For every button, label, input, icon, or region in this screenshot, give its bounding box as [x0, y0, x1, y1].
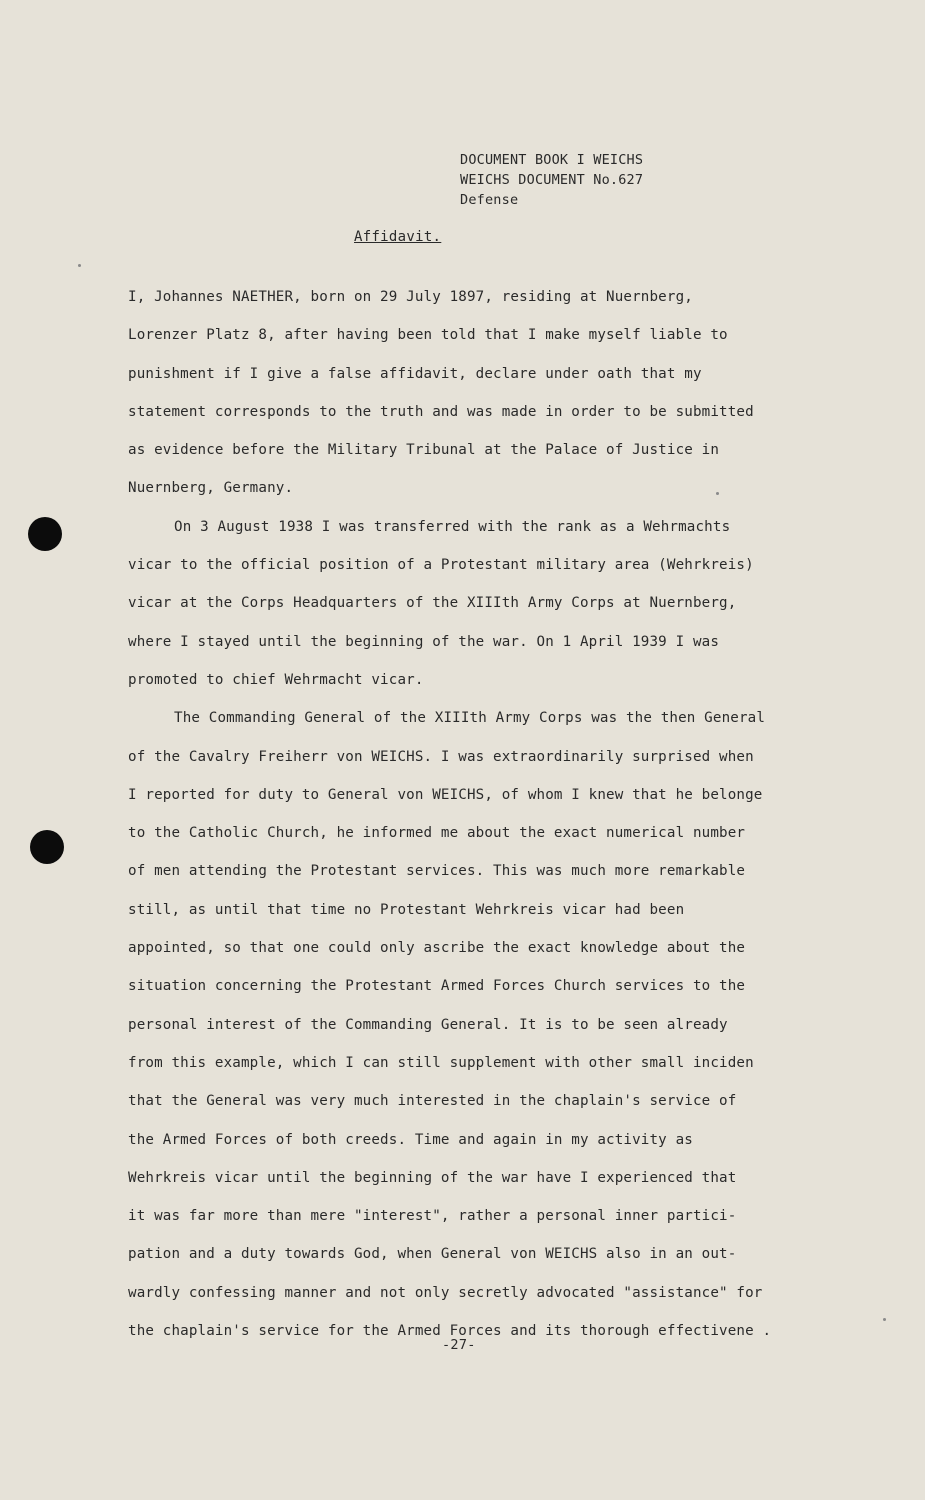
- text-line: The Commanding General of the XIIIth Army Corps was the then General: [174, 710, 766, 727]
- text-line: still, as until that time no Protestant Wehrkreis vicar had been: [128, 901, 685, 918]
- header-line-party: Defense: [460, 192, 519, 208]
- text-line: Wehrkreis vicar until the beginning of the war have I experienced that: [128, 1169, 737, 1186]
- punch-hole: [28, 517, 62, 551]
- text-line: vicar to the official position of a Protestant military area (Wehrkreis): [128, 557, 754, 574]
- header-line-book: DOCUMENT BOOK I WEICHS: [460, 152, 644, 168]
- paragraph: [128, 278, 848, 508]
- text-line: where I stayed until the beginning of the war. On 1 April 1939 I was: [128, 633, 720, 650]
- text-line: I, Johannes NAETHER, born on 29 July 1897, residing at Nuernberg,: [128, 289, 693, 305]
- text-line: promoted to chief Wehrmacht vicar.: [128, 671, 424, 688]
- text-line: Lorenzer Platz 8, after having been told that I make myself liable to: [128, 327, 728, 344]
- text-line: wardly confessing manner and not only secretly advocated "assistance" for: [128, 1284, 763, 1301]
- text-line: appointed, so that one could only ascribe the exact knowledge about the: [128, 940, 746, 957]
- text-line: On 3 August 1938 I was transferred with the rank as a Wehrmachts: [174, 518, 731, 535]
- text-line: the Armed Forces of both creeds. Time and again in my activity as: [128, 1131, 693, 1148]
- text-line: the chaplain's service for the Armed Forces and its thorough effectivene .: [128, 1323, 772, 1340]
- text-line: pation and a duty towards God, when General von WEICHS also in an out-: [128, 1246, 737, 1263]
- page-number: -27-: [442, 1337, 476, 1353]
- text-line: as evidence before the Military Tribunal at the Palace of Justice in: [128, 442, 720, 459]
- text-line: that the General was very much interested in the chaplain's service of: [128, 1093, 737, 1110]
- document-header: [460, 150, 643, 210]
- text-line: to the Catholic Church, he informed me about the exact numerical number: [128, 825, 746, 842]
- paper-speck: [883, 1318, 886, 1321]
- text-line: it was far more than mere "interest", rather a personal inner partici-: [128, 1208, 737, 1225]
- document-title: Affidavit.: [354, 229, 442, 245]
- text-line: I reported for duty to General von WEICHS, of whom I knew that he belonge: [128, 786, 763, 803]
- text-line: of the Cavalry Freiherr von WEICHS. I was extraordinarily surprised when: [128, 748, 754, 765]
- text-line: vicar at the Corps Headquarters of the XIIIth Army Corps at Nuernberg,: [128, 595, 737, 612]
- header-line-document-number: WEICHS DOCUMENT No.627: [460, 172, 644, 188]
- text-line: of men attending the Protestant services. This was much more remarkable: [128, 863, 746, 880]
- text-line: personal interest of the Commanding General. It is to be seen already: [128, 1016, 728, 1033]
- paragraph: [128, 699, 848, 1350]
- paper-speck: [78, 264, 81, 267]
- text-line: situation concerning the Protestant Armed Forces Church services to the: [128, 978, 746, 995]
- document-body: [128, 278, 848, 1350]
- paragraph: [128, 508, 848, 699]
- text-line: punishment if I give a false affidavit, declare under oath that my: [128, 365, 702, 382]
- text-line: from this example, which I can still supplement with other small inciden: [128, 1054, 754, 1071]
- text-line: statement corresponds to the truth and was made in order to be submitted: [128, 403, 754, 420]
- punch-hole: [30, 830, 64, 864]
- text-line: Nuernberg, Germany.: [128, 480, 294, 497]
